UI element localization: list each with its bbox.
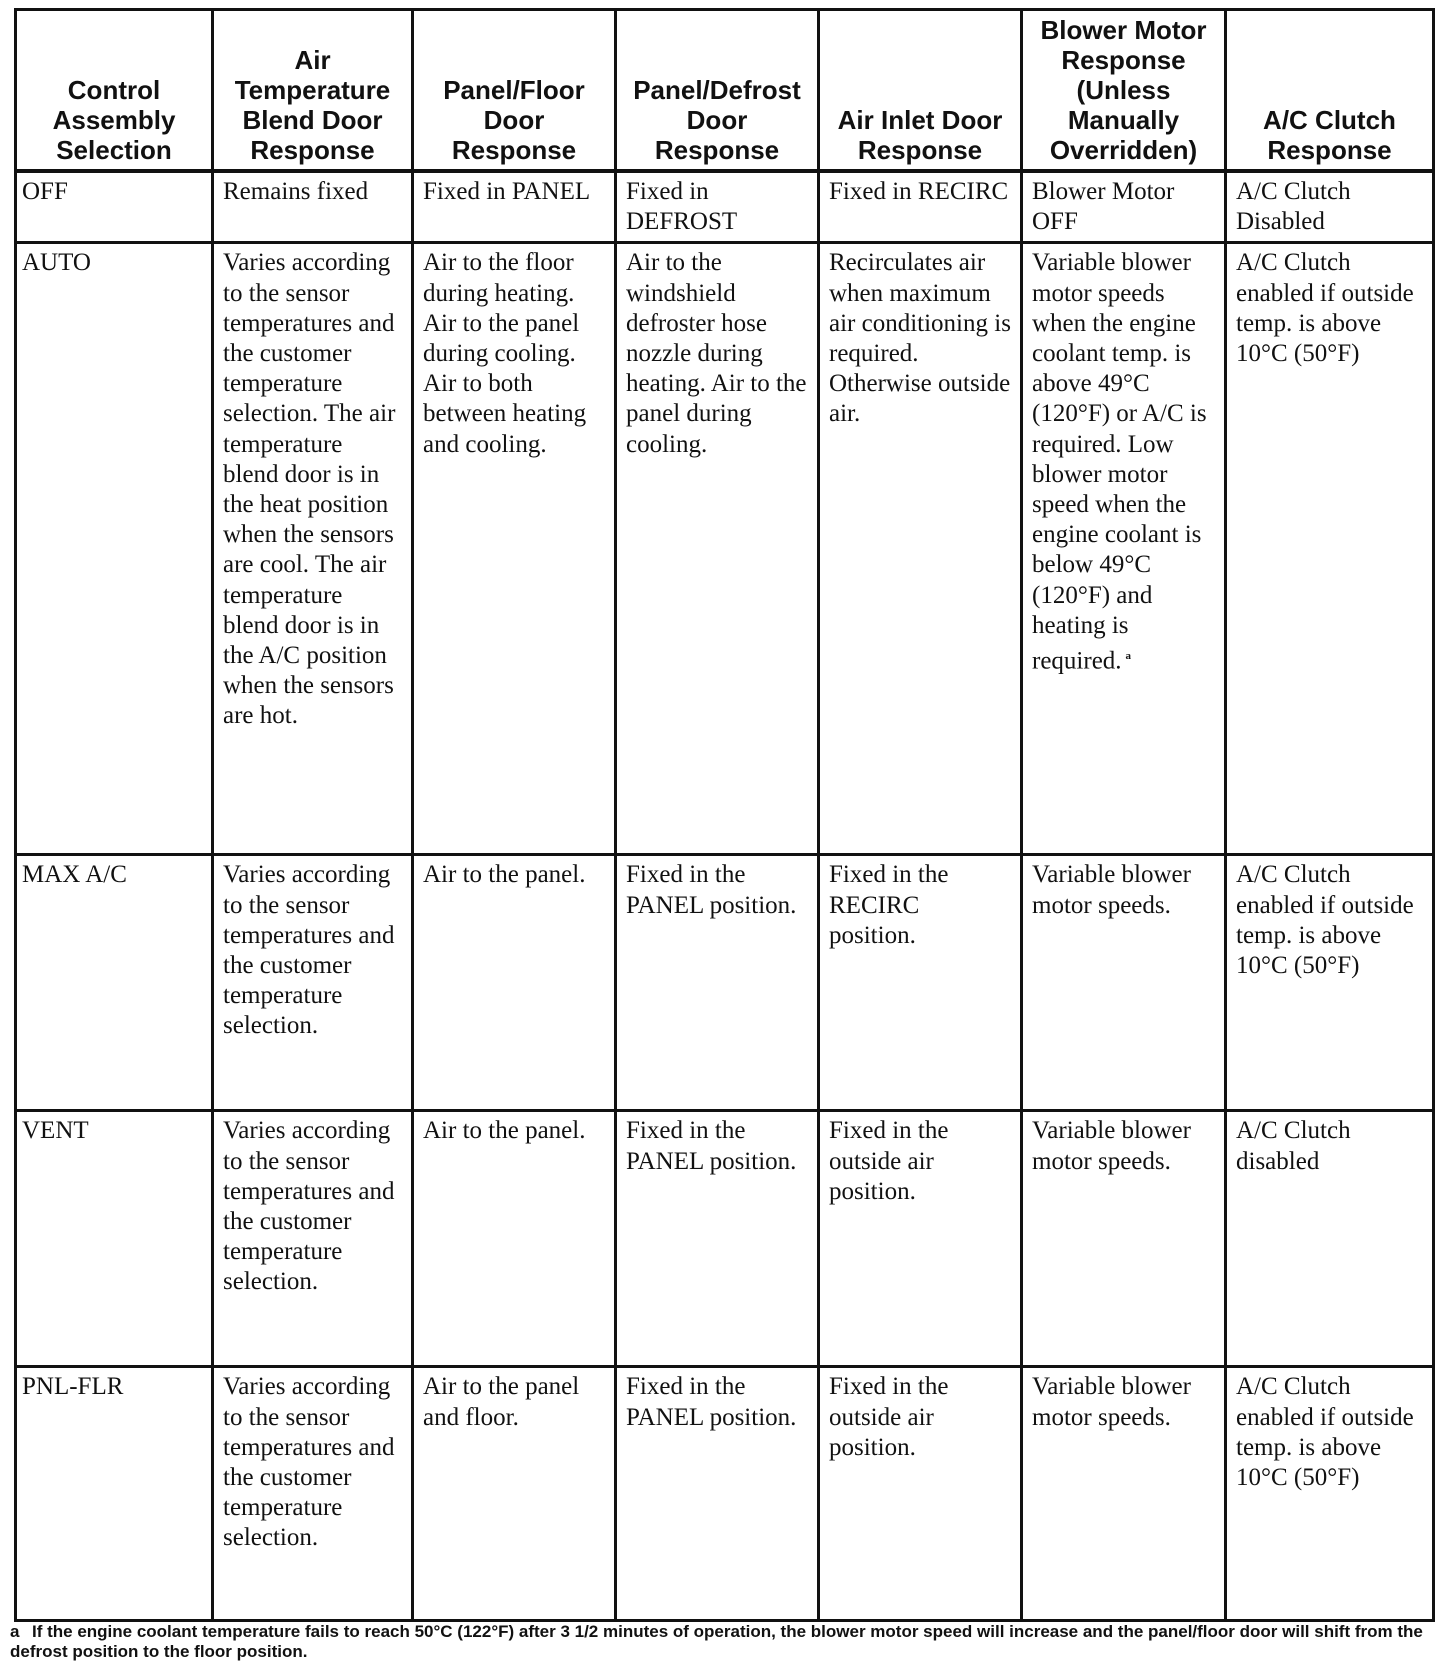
header-panel-floor-door-response: Panel/Floor Door Response xyxy=(413,10,616,172)
cell-panel-defrost-door: Air to the windshield defroster hose nozzle during heating. Air to the panel during cooling. xyxy=(616,243,819,855)
document-page xyxy=(14,8,1432,1622)
cell-ac-clutch: A/C Clutch enabled if outside temp. is above 10°C (50°F) xyxy=(1226,855,1434,1111)
table-footnote xyxy=(10,1622,1430,1662)
table-row-auto xyxy=(16,243,1434,855)
cell-selection: PNL-FLR xyxy=(16,1367,213,1621)
blower-text: Variable blower motor speeds when the engine coolant temp. is above 49°C (120°F) or A/C is required. Low blower motor speed when the engine coolant is below 49°C (120°F) and heating is required. xyxy=(1032,249,1207,675)
cell-panel-floor-door: Air to the panel. xyxy=(413,1111,616,1367)
cell-ac-clutch: A/C Clutch Disabled xyxy=(1226,171,1434,243)
cell-blend-door: Remains fixed xyxy=(213,171,413,243)
cell-panel-floor-door: Air to the floor during heating. Air to the panel during cooling. Air to both between heating and cooling. xyxy=(413,243,616,855)
cell-blend-door: Varies according to the sensor temperatures and the customer temperature selection. xyxy=(213,1111,413,1367)
cell-blower-motor xyxy=(1022,243,1226,855)
header-blower-motor-response: Blower Motor Response (Unless Manually Overridden) xyxy=(1022,10,1226,172)
table-row-vent xyxy=(16,1111,1434,1367)
cell-blower-motor: Variable blower motor speeds. xyxy=(1022,855,1226,1111)
header-air-inlet-door-response: Air Inlet Door Response xyxy=(819,10,1022,172)
cell-selection: OFF xyxy=(16,171,213,243)
cell-air-inlet-door: Fixed in the outside air position. xyxy=(819,1367,1022,1621)
cell-panel-defrost-door: Fixed in DEFROST xyxy=(616,171,819,243)
cell-blend-door: Varies according to the sensor temperatures and the customer temperature selection. The air temperature blend door is in the heat position when the sensors are cool. The air temperature blend door is in the A/C position when the sensors are hot. xyxy=(213,243,413,855)
cell-air-inlet-door: Fixed in RECIRC xyxy=(819,171,1022,243)
cell-air-inlet-door: Recirculates air when maximum air conditioning is required. Otherwise outside air. xyxy=(819,243,1022,855)
footnote-letter: a xyxy=(10,1622,20,1641)
footnote-reference: a xyxy=(1125,650,1132,663)
cell-panel-floor-door: Air to the panel. xyxy=(413,855,616,1111)
table-row-off xyxy=(16,171,1434,243)
table-row-pnl-flr xyxy=(16,1367,1434,1621)
cell-selection: VENT xyxy=(16,1111,213,1367)
cell-panel-defrost-door: Fixed in the PANEL position. xyxy=(616,1367,819,1621)
cell-ac-clutch: A/C Clutch disabled xyxy=(1226,1111,1434,1367)
cell-blower-motor: Variable blower motor speeds. xyxy=(1022,1111,1226,1367)
cell-panel-defrost-door: Fixed in the PANEL position. xyxy=(616,855,819,1111)
cell-air-inlet-door: Fixed in the RECIRC position. xyxy=(819,855,1022,1111)
footnote-text: If the engine coolant temperature fails to reach 50°C (122°F) after 3 1/2 minutes of operation, the blower motor speed will increase and the panel/floor door will shift from the defrost position to the floor position. xyxy=(10,1622,1423,1661)
cell-blend-door: Varies according to the sensor temperatures and the customer temperature selection. xyxy=(213,855,413,1111)
table-row-max-ac xyxy=(16,855,1434,1111)
header-row xyxy=(16,10,1434,172)
cell-blend-door: Varies according to the sensor temperatures and the customer temperature selection. xyxy=(213,1367,413,1621)
cell-panel-defrost-door: Fixed in the PANEL position. xyxy=(616,1111,819,1367)
cell-panel-floor-door: Air to the panel and floor. xyxy=(413,1367,616,1621)
cell-blower-motor: Blower Motor OFF xyxy=(1022,171,1226,243)
header-ac-clutch-response: A/C Clutch Response xyxy=(1226,10,1434,172)
cell-air-inlet-door: Fixed in the outside air position. xyxy=(819,1111,1022,1367)
cell-ac-clutch: A/C Clutch enabled if outside temp. is above 10°C (50°F) xyxy=(1226,1367,1434,1621)
header-panel-defrost-door-response: Panel/Defrost Door Response xyxy=(616,10,819,172)
cell-selection: AUTO xyxy=(16,243,213,855)
cell-ac-clutch: A/C Clutch enabled if outside temp. is above 10°C (50°F) xyxy=(1226,243,1434,855)
cell-blower-motor: Variable blower motor speeds. xyxy=(1022,1367,1226,1621)
climate-control-response-table xyxy=(14,8,1435,1622)
header-blend-door-response: Air Temperature Blend Door Response xyxy=(213,10,413,172)
cell-selection: MAX A/C xyxy=(16,855,213,1111)
cell-panel-floor-door: Fixed in PANEL xyxy=(413,171,616,243)
header-control-assembly-selection: Control Assembly Selection xyxy=(16,10,213,172)
